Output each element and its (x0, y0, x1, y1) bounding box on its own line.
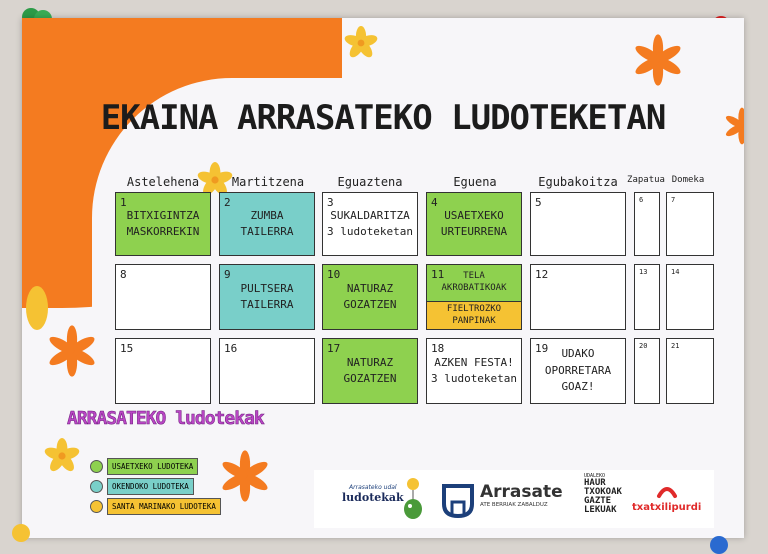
legend-item (90, 458, 198, 475)
orange-flower-icon (44, 323, 100, 379)
txatxilipurdi-swirl-icon (656, 484, 678, 500)
haur-txokoak-logo: UDALEKO HAUR TXOKOAK GAZTE LEKUAK (584, 473, 622, 515)
yellow-circle-decoration (26, 286, 48, 330)
day-header-monday: Astelehena (126, 175, 200, 189)
legend-dot (90, 480, 103, 493)
arrasate-logo: Arrasate ATE BERRIAK ZABALDUZ (480, 482, 563, 508)
calendar-day-cell: TELA AKROBATIKOAK FIELTROZKO PANPINAK 11 (426, 264, 522, 330)
calendar-day-cell: 8 (115, 264, 211, 330)
legend-dot (90, 500, 103, 513)
yellow-pushpin (12, 524, 30, 542)
calendar-day-cell: 12 (530, 264, 626, 330)
orange-flower-icon (217, 448, 273, 504)
day-header-friday: Egubakoitza (538, 175, 618, 189)
calendar-day-cell: 17 NATURAZ GOZATZEN (322, 338, 418, 404)
calendar-day-cell: 7 (666, 192, 714, 256)
calendar-day-cell: 19 UDAKO OPORRETARA GOAZ! (530, 338, 626, 404)
activity-usaetxe: TELA AKROBATIKOAK (427, 265, 521, 301)
legend-item (90, 498, 221, 515)
legend-label: OKENDOKO LUDOTEKA (107, 478, 194, 495)
activity-santa-marina: FIELTROZKO PANPINAK (427, 301, 521, 329)
day-header-thursday: Eguena (453, 175, 497, 189)
section-subtitle: ARRASATEKO ludotekak (67, 408, 264, 429)
blue-pushpin (710, 536, 728, 554)
day-header-sunday: Domeka (671, 175, 705, 185)
calendar-day-cell: 15 (115, 338, 211, 404)
calendar-day-cell: 14 (666, 264, 714, 330)
day-header-saturday: Zapatua (627, 175, 665, 185)
calendar-day-cell: 3 SUKALDARITZA 3 ludoteketan (322, 192, 418, 256)
legend-label: SANTA MARINAKO LUDOTEKA (107, 498, 221, 515)
ludotekak-logo: Arrasateko udal ludotekak (342, 484, 404, 504)
yellow-flower-icon (44, 438, 80, 474)
calendar-day-cell: 21 (666, 338, 714, 404)
calendar-day-cell: 6 (634, 192, 660, 256)
calendar-day-cell: 18 AZKEN FESTA! 3 ludoteketan (426, 338, 522, 404)
page-title: EKAINA ARRASATEKO LUDOTEKETAN (100, 98, 666, 138)
arrasate-shield-icon (442, 484, 474, 518)
calendar-day-cell: 13 (634, 264, 660, 330)
calendar-day-cell: 9 PULTSERA TAILERRA (219, 264, 315, 330)
calendar-day-cell: 16 (219, 338, 315, 404)
day-header-wednesday: Eguaztena (337, 175, 403, 189)
calendar-day-cell: 20 (634, 338, 660, 404)
sponsor-logos (314, 470, 714, 528)
calendar-day-cell: 4 USAETXEKO URTEURRENA (426, 192, 522, 256)
day-header-tuesday: Martitzena (231, 175, 305, 189)
poster (22, 18, 744, 538)
yellow-flower-icon (344, 26, 378, 60)
calendar-day-cell: 5 (530, 192, 626, 256)
txatxilipurdi-logo: txatxilipurdi (632, 502, 702, 513)
balloon-mascot-icon (400, 476, 426, 522)
legend-dot (90, 460, 103, 473)
legend-item (90, 478, 194, 495)
legend-label: USAETXEKO LUDOTEKA (107, 458, 198, 475)
calendar-day-cell: 1 BITXIGINTZA MASKORREKIN (115, 192, 211, 256)
calendar-day-cell: 2 ZUMBA TAILERRA (219, 192, 315, 256)
orange-flower-icon (630, 32, 686, 88)
calendar-day-cell: 10 NATURAZ GOZATZEN (322, 264, 418, 330)
